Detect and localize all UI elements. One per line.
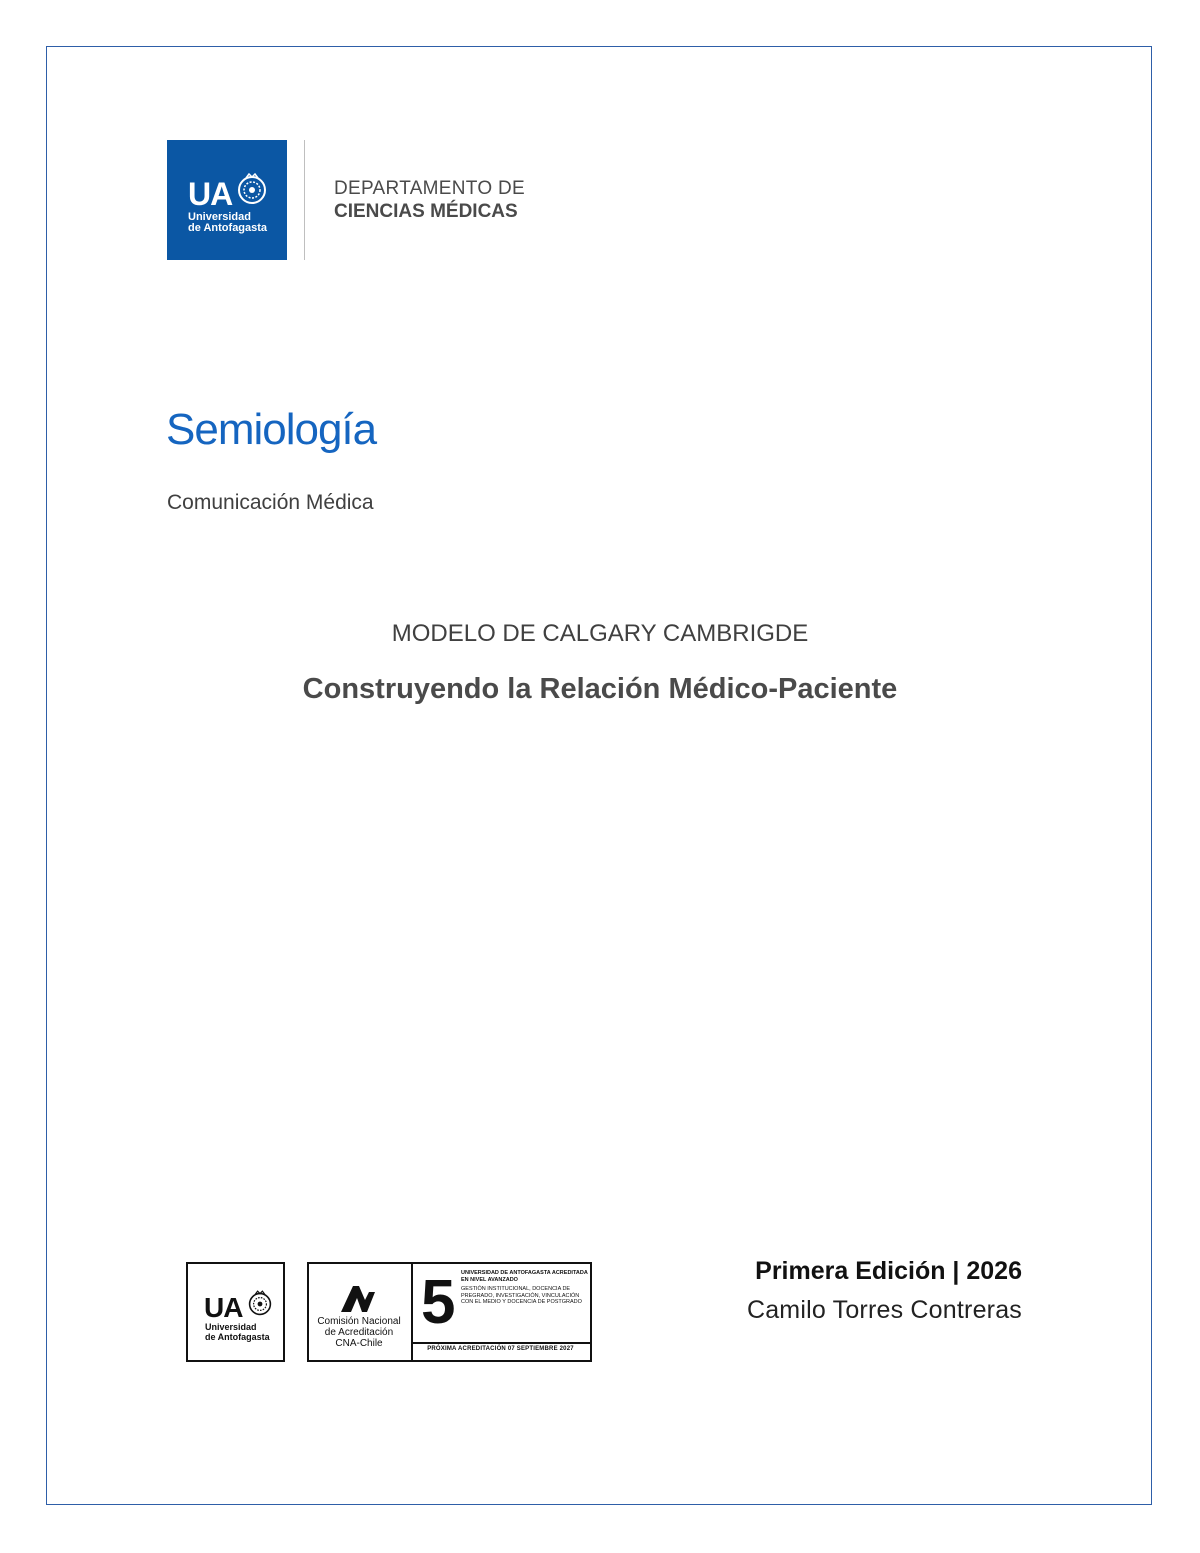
logo-letters: UA [188,176,233,212]
accreditation-years: 5 [421,1268,456,1337]
accreditation-badge [307,1262,592,1362]
document-title: Semiología [166,405,377,454]
university-seal-icon [237,173,267,207]
department-label: DEPARTAMENTO DE [334,178,526,199]
university-logo-footer [186,1262,285,1362]
logo-name-line2: de Antofagasta [188,222,268,234]
badge-divider [411,1342,590,1344]
logo-name [205,1322,270,1342]
cna-agency-line2: de Acreditación [324,1327,394,1338]
university-logo [167,140,287,260]
cna-agency-line3: CNA-Chile [335,1338,383,1349]
header-divider [304,140,305,260]
cna-agency [309,1264,413,1360]
logo-name-line2: de Antofagasta [205,1332,270,1342]
logo-name [188,212,267,234]
accreditation-areas: GESTIÓN INSTITUCIONAL, DOCENCIA DE PREGRADO, INVESTIGACIÓN, VINCULACIÓN CON EL MEDIO Y DOCENCIA DE POSTGRADO [461,1286,582,1305]
logo-name-line1: Universidad [205,1322,257,1332]
document-subtitle: Comunicación Médica [167,491,374,514]
department-name: CIENCIAS MÉDICAS [334,201,518,222]
edition-label: Primera Edición | 2026 [755,1257,1022,1285]
author-name: Camilo Torres Contreras [746,1296,1022,1324]
next-accreditation: PRÓXIMA ACREDITACIÓN 07 SEPTIEMBRE 2027 [427,1346,574,1352]
model-heading: MODELO DE CALGARY CAMBRIGDE [391,620,809,647]
cna-logo-icon [339,1282,381,1314]
logo-letters: UA [204,1292,243,1323]
university-seal-icon [248,1289,272,1319]
accreditation-level: UNIVERSIDAD DE ANTOFAGASTA ACREDITADA EN NIVEL AVANZADO [461,1270,588,1283]
accreditation-info [461,1270,589,1306]
model-subheading: Construyendo la Relación Médico-Paciente [302,673,898,705]
logo-name-line1: Universidad [188,211,251,223]
cna-agency-name [309,1316,409,1349]
cna-agency-line1: Comisión Nacional [317,1316,401,1327]
